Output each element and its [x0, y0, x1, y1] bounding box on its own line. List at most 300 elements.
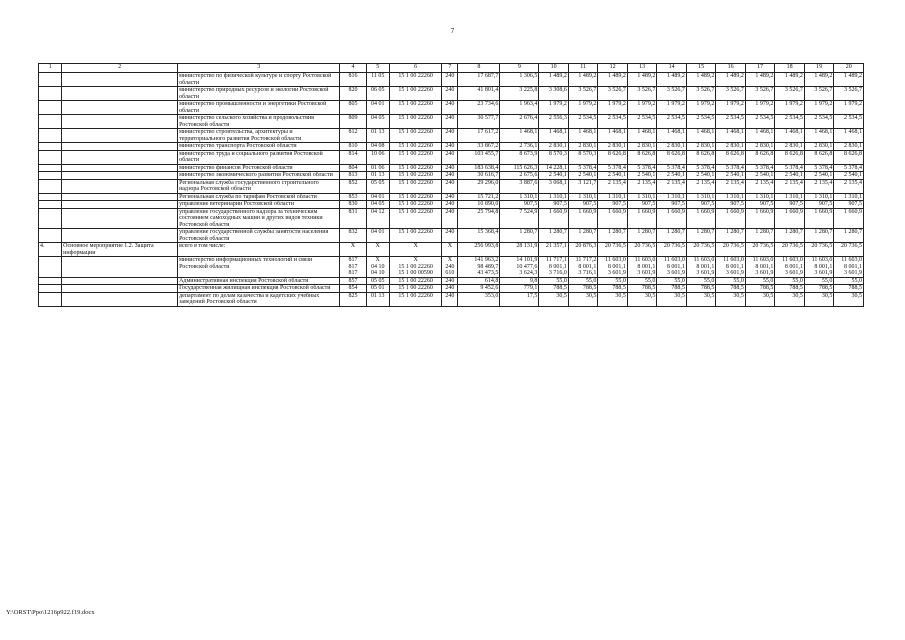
total-amount-cell: 614,8 [458, 277, 500, 285]
csr-code-cell: 15 1 00 22260 [389, 143, 442, 151]
total-amount-cell: 30 577,7 [458, 115, 500, 129]
year-amount-cell: 3 526,7 [568, 87, 598, 101]
year-amount-cell: 3 526,7 [598, 87, 628, 101]
year-amount-cell: 55,0 [716, 277, 746, 285]
csr-code-cell: 15 1 00 22260 [389, 172, 442, 180]
year-amount-cell: 8 626,8 [598, 150, 628, 164]
vr-code-cell: 240 [442, 285, 458, 293]
year-amount-cell: 11 603,0 8 001,1 3 601,9 [775, 257, 805, 278]
table-row [39, 257, 864, 278]
year-amount-cell: 2 135,4 [834, 179, 864, 193]
year-amount-cell: 8 626,8 [716, 150, 746, 164]
total-amount-cell: 15 721,2 [458, 193, 500, 201]
year-amount-cell: 5 378,4 [686, 164, 716, 172]
table-row [39, 143, 864, 151]
total-amount-cell: 353,0 [458, 292, 500, 306]
grbs-code-cell: 810 [340, 143, 366, 151]
executor-name-cell: Административная инспекция Ростовской области [178, 277, 340, 285]
year-amount-cell: 5 378,4 [627, 164, 657, 172]
rzpr-code-cell: 11 05 [366, 73, 389, 87]
year-amount-cell: 2 534,5 [834, 115, 864, 129]
vr-code-cell: 240 [442, 87, 458, 101]
year-amount-cell: 2 135,4 [716, 179, 746, 193]
vr-code-cell: 240 [442, 129, 458, 143]
year-amount-cell: 1 468,1 [627, 129, 657, 143]
year-amount-cell: 1 280,7 [627, 229, 657, 243]
year-amount-cell: 55,0 [686, 277, 716, 285]
rzpr-code-cell: 05 05 [366, 277, 389, 285]
year-amount-cell: 8 626,8 [834, 150, 864, 164]
csr-code-cell: 15 1 00 22260 [389, 150, 442, 164]
total-amount-cell: 33 867,2 [458, 143, 500, 151]
year-amount-cell: 1 280,7 [745, 229, 775, 243]
rzpr-code-cell: 01 13 [366, 129, 389, 143]
year-amount-cell: 1 468,1 [834, 129, 864, 143]
year-amount-cell: 788,5 [745, 285, 775, 293]
csr-code-cell: 15 1 00 22260 [389, 201, 442, 209]
year-amount-cell: 30,5 [568, 292, 598, 306]
column-number-header: 7 [442, 64, 458, 73]
year-amount-cell: 1 489,2 [598, 73, 628, 87]
row-number-cell [39, 193, 62, 201]
executor-name-cell: министерство финансов Ростовской области [178, 164, 340, 172]
year-amount-cell: 30,5 [745, 292, 775, 306]
year-amount-cell: 8 626,8 [686, 150, 716, 164]
row-number-cell [39, 208, 62, 229]
row-number-cell [39, 285, 62, 293]
year-amount-cell: 1 280,7 [775, 229, 805, 243]
year-amount-cell: 1 489,2 [775, 73, 805, 87]
table-row [39, 172, 864, 180]
grbs-code-cell: 805 [340, 101, 366, 115]
year-amount-cell: 907,5 [686, 201, 716, 209]
year-amount-cell: 11 603,0 8 001,1 3 601,9 [745, 257, 775, 278]
total-amount-cell: 29 296,0 [458, 179, 500, 193]
table-row [39, 243, 864, 257]
year-amount-cell: 3 526,7 [627, 87, 657, 101]
csr-code-cell: 15 1 00 22260 [389, 277, 442, 285]
year-amount-cell: 2 135,4 [745, 179, 775, 193]
total-amount-cell: 23 734,6 [458, 101, 500, 115]
event-title-cell [62, 208, 178, 229]
year-amount-cell: 1 468,1 [804, 129, 834, 143]
vr-code-cell: 240 [442, 164, 458, 172]
year-amount-cell: 5 378,4 [834, 164, 864, 172]
rzpr-code-cell: 04 05 [366, 201, 389, 209]
event-title-cell [62, 115, 178, 129]
rzpr-code-cell: 10 06 [366, 150, 389, 164]
year-amount-cell: 2 540,1 [745, 172, 775, 180]
year-amount-cell: 7 524,9 [500, 208, 539, 229]
column-number-header: 18 [775, 64, 805, 73]
year-amount-cell: 11 603,0 8 001,1 3 601,9 [804, 257, 834, 278]
year-amount-cell: 3 526,7 [657, 87, 687, 101]
year-amount-cell: 1 660,9 [716, 208, 746, 229]
year-amount-cell: 2 135,4 [627, 179, 657, 193]
year-amount-cell: 1 660,9 [657, 208, 687, 229]
row-number-cell [39, 73, 62, 87]
vr-code-cell: 240 [442, 201, 458, 209]
event-title-cell [62, 129, 178, 143]
executor-name-cell: управление ветеринарии Ростовской области [178, 201, 340, 209]
year-amount-cell: 1 963,4 [500, 101, 539, 115]
column-number-header: 11 [568, 64, 598, 73]
rzpr-code-cell: 06 05 [366, 87, 389, 101]
vr-code-cell: 240 [442, 115, 458, 129]
year-amount-cell: 8 570,3 [568, 150, 598, 164]
year-amount-cell: 2 540,1 [716, 172, 746, 180]
year-amount-cell: 1 280,7 [834, 229, 864, 243]
column-number-row [39, 64, 864, 73]
table-row [39, 277, 864, 285]
year-amount-cell: 3 526,7 [834, 87, 864, 101]
executor-name-cell: Региональная служба государственного строительного надзора Ростовской области [178, 179, 340, 193]
year-amount-cell: 2 135,4 [598, 179, 628, 193]
rzpr-code-cell: 04 01 [366, 193, 389, 201]
executor-name-cell: министерство экономического развития Ростовской области [178, 172, 340, 180]
table-row [39, 201, 864, 209]
event-title-cell [62, 257, 178, 278]
year-amount-cell: 1 310,1 [775, 193, 805, 201]
column-number-header: 1 [39, 64, 62, 73]
grbs-code-cell: 857 [340, 277, 366, 285]
year-amount-cell: 11 603,0 8 001,1 3 601,9 [627, 257, 657, 278]
executor-name-cell: управление государственной службы занятости населения Ростовской области [178, 229, 340, 243]
year-amount-cell: 2 830,1 [834, 143, 864, 151]
vr-code-cell: X 240 610 [442, 257, 458, 278]
year-amount-cell: 8 626,8 [775, 150, 805, 164]
vr-code-cell: 240 [442, 150, 458, 164]
year-amount-cell: 2 540,1 [598, 172, 628, 180]
year-amount-cell: 3 225,8 [500, 87, 539, 101]
year-amount-cell: 8 626,8 [804, 150, 834, 164]
year-amount-cell: 2 736,1 [500, 143, 539, 151]
year-amount-cell: 30,5 [775, 292, 805, 306]
table-row [39, 73, 864, 87]
year-amount-cell: 1 310,1 [500, 193, 539, 201]
year-amount-cell: 3 121,7 [568, 179, 598, 193]
event-title-cell [62, 172, 178, 180]
row-number-cell [39, 292, 62, 306]
year-amount-cell: 788,5 [716, 285, 746, 293]
year-amount-cell: 1 310,1 [568, 193, 598, 201]
event-title-cell [62, 87, 178, 101]
column-number-header: 19 [804, 64, 834, 73]
rzpr-code-cell: 01 13 [366, 172, 389, 180]
rzpr-code-cell: 04 05 [366, 115, 389, 129]
year-amount-cell: 55,0 [568, 277, 598, 285]
total-amount-cell: 183 638,4 [458, 164, 500, 172]
table-row [39, 87, 864, 101]
executor-name-cell: всего в том числе: [178, 243, 340, 257]
vr-code-cell: 240 [442, 193, 458, 201]
year-amount-cell: 788,5 [686, 285, 716, 293]
year-amount-cell: 30,5 [686, 292, 716, 306]
year-amount-cell: 2 540,1 [627, 172, 657, 180]
year-amount-cell: 1 660,9 [804, 208, 834, 229]
year-amount-cell: 30,5 [716, 292, 746, 306]
year-amount-cell: 907,5 [539, 201, 569, 209]
year-amount-cell: 55,0 [775, 277, 805, 285]
year-amount-cell: 907,5 [745, 201, 775, 209]
row-number-cell [39, 277, 62, 285]
grbs-code-cell: 825 [340, 292, 366, 306]
row-number-cell [39, 257, 62, 278]
year-amount-cell: 1 979,2 [686, 101, 716, 115]
year-amount-cell: 30,5 [804, 292, 834, 306]
rzpr-code-cell: 04 08 [366, 143, 389, 151]
executor-name-cell: министерство труда и социального развития Ростовской области [178, 150, 340, 164]
year-amount-cell: 1 280,7 [716, 229, 746, 243]
event-title-cell [62, 193, 178, 201]
year-amount-cell: 1 468,1 [775, 129, 805, 143]
rzpr-code-cell: 04 01 [366, 101, 389, 115]
year-amount-cell: 1 310,1 [539, 193, 569, 201]
event-title-cell [62, 201, 178, 209]
year-amount-cell: 1 660,9 [568, 208, 598, 229]
year-amount-cell: 1 660,9 [539, 208, 569, 229]
grbs-code-cell: 813 [340, 172, 366, 180]
year-amount-cell: 1 310,1 [598, 193, 628, 201]
row-number-cell [39, 87, 62, 101]
year-amount-cell: 907,5 [716, 201, 746, 209]
column-number-header: 2 [62, 64, 178, 73]
year-amount-cell: 1 280,7 [657, 229, 687, 243]
grbs-code-cell: 814 [340, 150, 366, 164]
year-amount-cell: 1 979,2 [627, 101, 657, 115]
vr-code-cell: 240 [442, 292, 458, 306]
year-amount-cell: 17,5 [500, 292, 539, 306]
year-amount-cell: 1 306,5 [500, 73, 539, 87]
year-amount-cell: 1 489,2 [568, 73, 598, 87]
year-amount-cell: 1 489,2 [627, 73, 657, 87]
table-row [39, 285, 864, 293]
table-row [39, 164, 864, 172]
column-number-header: 3 [178, 64, 340, 73]
event-title-cell [62, 150, 178, 164]
csr-code-cell: 15 1 00 22260 [389, 164, 442, 172]
year-amount-cell: 2 135,4 [657, 179, 687, 193]
grbs-code-cell: 854 [340, 285, 366, 293]
year-amount-cell: 1 310,1 [627, 193, 657, 201]
year-amount-cell: 2 534,5 [657, 115, 687, 129]
year-amount-cell: 115 626,3 [500, 164, 539, 172]
column-number-header: 13 [627, 64, 657, 73]
table-row [39, 229, 864, 243]
grbs-code-cell: 832 [340, 229, 366, 243]
year-amount-cell: 1 489,2 [539, 73, 569, 87]
table-row [39, 115, 864, 129]
grbs-code-cell: 812 [340, 129, 366, 143]
year-amount-cell: 1 660,9 [686, 208, 716, 229]
vr-code-cell: 240 [442, 73, 458, 87]
total-amount-cell: 41 801,4 [458, 87, 500, 101]
year-amount-cell: 2 830,1 [598, 143, 628, 151]
year-amount-cell: 14 101,9 10 477,6 3 624,3 [500, 257, 539, 278]
year-amount-cell: 5 378,4 [775, 164, 805, 172]
year-amount-cell: 2 135,4 [804, 179, 834, 193]
csr-code-cell: X [389, 243, 442, 257]
year-amount-cell: 30,5 [657, 292, 687, 306]
year-amount-cell: 1 280,7 [539, 229, 569, 243]
year-amount-cell: 907,5 [627, 201, 657, 209]
year-amount-cell: 788,5 [568, 285, 598, 293]
year-amount-cell: 907,5 [568, 201, 598, 209]
grbs-code-cell: X [340, 243, 366, 257]
total-amount-cell: 256 993,8 [458, 243, 500, 257]
total-amount-cell: 17 687,7 [458, 73, 500, 87]
event-title-cell [62, 143, 178, 151]
event-title-cell [62, 179, 178, 193]
total-amount-cell: 30 616,7 [458, 172, 500, 180]
year-amount-cell: 2 830,1 [627, 143, 657, 151]
vr-code-cell: 240 [442, 277, 458, 285]
year-amount-cell: 2 675,6 [500, 172, 539, 180]
year-amount-cell: 11 603,0 8 001,1 3 601,9 [686, 257, 716, 278]
executor-name-cell: министерство сельского хозяйства и продовольствия Ростовской области [178, 115, 340, 129]
year-amount-cell: 1 660,9 [834, 208, 864, 229]
year-amount-cell: 2 830,1 [716, 143, 746, 151]
year-amount-cell: 30,5 [539, 292, 569, 306]
year-amount-cell: 3 308,6 [539, 87, 569, 101]
executor-name-cell: министерство транспорта Ростовской области [178, 143, 340, 151]
year-amount-cell: 5 378,4 [716, 164, 746, 172]
year-amount-cell: 30,5 [627, 292, 657, 306]
year-amount-cell: 55,0 [627, 277, 657, 285]
event-title-cell: Основное мероприятие 1.2. Защита информации [62, 243, 178, 257]
year-amount-cell: 1 468,1 [598, 129, 628, 143]
year-amount-cell: 20 736,5 [834, 243, 864, 257]
grbs-code-cell: 817 817 817 [340, 257, 366, 278]
year-amount-cell: 3 526,7 [686, 87, 716, 101]
year-amount-cell: 55,0 [804, 277, 834, 285]
vr-code-cell: 240 [442, 172, 458, 180]
csr-code-cell: 15 1 00 22260 [389, 285, 442, 293]
year-amount-cell: 20 736,5 [745, 243, 775, 257]
year-amount-cell: 11 603,0 8 001,1 3 601,9 [716, 257, 746, 278]
year-amount-cell: 20 736,5 [775, 243, 805, 257]
year-amount-cell: 2 830,1 [775, 143, 805, 151]
year-amount-cell: 2 556,3 [539, 115, 569, 129]
year-amount-cell: 55,0 [745, 277, 775, 285]
year-amount-cell: 1 489,2 [834, 73, 864, 87]
year-amount-cell: 2 676,4 [500, 115, 539, 129]
executor-name-cell: Государственная жилищная инспекция Ростовской области [178, 285, 340, 293]
year-amount-cell: 2 540,1 [834, 172, 864, 180]
year-amount-cell: 2 534,5 [568, 115, 598, 129]
csr-code-cell: X 15 1 00 22260 15 1 00 00590 [389, 257, 442, 278]
year-amount-cell: 5 378,4 [745, 164, 775, 172]
year-amount-cell: 14 228,1 [539, 164, 569, 172]
vr-code-cell: X [442, 243, 458, 257]
grbs-code-cell: 804 [340, 164, 366, 172]
event-title-cell [62, 285, 178, 293]
year-amount-cell: 1 979,2 [657, 101, 687, 115]
year-amount-cell: 55,0 [539, 277, 569, 285]
year-amount-cell: 3 526,7 [804, 87, 834, 101]
year-amount-cell: 1 979,2 [716, 101, 746, 115]
year-amount-cell: 2 534,5 [598, 115, 628, 129]
year-amount-cell: 1 468,1 [539, 129, 569, 143]
year-amount-cell: 2 534,5 [745, 115, 775, 129]
column-number-header: 15 [686, 64, 716, 73]
row-number-cell [39, 150, 62, 164]
year-amount-cell: 20 876,3 [568, 243, 598, 257]
event-title-cell [62, 277, 178, 285]
total-amount-cell: 15 368,4 [458, 229, 500, 243]
vr-code-cell: 240 [442, 208, 458, 229]
year-amount-cell: 11 603,0 8 001,1 3 601,9 [834, 257, 864, 278]
year-amount-cell: 2 540,1 [539, 172, 569, 180]
total-amount-cell: 17 617,2 [458, 129, 500, 143]
total-amount-cell: 103 455,7 [458, 150, 500, 164]
column-number-header: 17 [745, 64, 775, 73]
csr-code-cell: 15 1 00 22260 [389, 101, 442, 115]
year-amount-cell: 1 979,2 [568, 101, 598, 115]
year-amount-cell: 20 736,5 [686, 243, 716, 257]
year-amount-cell: 55,0 [657, 277, 687, 285]
year-amount-cell: 3 526,7 [716, 87, 746, 101]
year-amount-cell: 1 489,2 [804, 73, 834, 87]
year-amount-cell: 2 534,5 [775, 115, 805, 129]
footer-file-path: Y:\ORST\Ppo\1216p922.f19.docx [6, 609, 95, 616]
year-amount-cell: 907,5 [834, 201, 864, 209]
vr-code-cell: 240 [442, 179, 458, 193]
year-amount-cell: 1 468,1 [568, 129, 598, 143]
csr-code-cell: 15 1 00 22260 [389, 179, 442, 193]
year-amount-cell: 2 540,1 [657, 172, 687, 180]
csr-code-cell: 15 1 00 22260 [389, 229, 442, 243]
year-amount-cell: 1 979,2 [804, 101, 834, 115]
year-amount-cell: 1 979,2 [745, 101, 775, 115]
year-amount-cell: 1 280,7 [598, 229, 628, 243]
year-amount-cell: 1 660,9 [745, 208, 775, 229]
row-number-cell [39, 229, 62, 243]
year-amount-cell: 2 830,1 [686, 143, 716, 151]
csr-code-cell: 15 1 00 22260 [389, 208, 442, 229]
year-amount-cell: 55,0 [598, 277, 628, 285]
year-amount-cell: 3 526,7 [775, 87, 805, 101]
csr-code-cell: 15 1 00 22260 [389, 115, 442, 129]
event-title-cell [62, 164, 178, 172]
year-amount-cell: 20 736,5 [716, 243, 746, 257]
year-amount-cell: 2 534,5 [716, 115, 746, 129]
row-number-cell [39, 179, 62, 193]
year-amount-cell: 1 660,9 [627, 208, 657, 229]
year-amount-cell: 2 540,1 [568, 172, 598, 180]
table-row [39, 129, 864, 143]
year-amount-cell: 1 310,1 [745, 193, 775, 201]
year-amount-cell: 907,5 [804, 201, 834, 209]
year-amount-cell: 1 468,1 [686, 129, 716, 143]
year-amount-cell: 2 540,1 [775, 172, 805, 180]
year-amount-cell: 20 736,5 [598, 243, 628, 257]
vr-code-cell: 240 [442, 229, 458, 243]
budget-table [38, 63, 864, 307]
row-number-cell [39, 172, 62, 180]
year-amount-cell: 5 378,4 [657, 164, 687, 172]
year-amount-cell: 2 540,1 [804, 172, 834, 180]
year-amount-cell: 1 280,7 [568, 229, 598, 243]
year-amount-cell: 8 626,8 [627, 150, 657, 164]
year-amount-cell: 2 135,4 [686, 179, 716, 193]
table-row [39, 179, 864, 193]
column-number-header: 14 [657, 64, 687, 73]
executor-name-cell: министерство строительства, архитектуры и территориального развития Ростовской области [178, 129, 340, 143]
table-row [39, 208, 864, 229]
year-amount-cell: 11 603,0 8 001,1 3 601,9 [657, 257, 687, 278]
csr-code-cell: 15 1 00 22260 [389, 129, 442, 143]
